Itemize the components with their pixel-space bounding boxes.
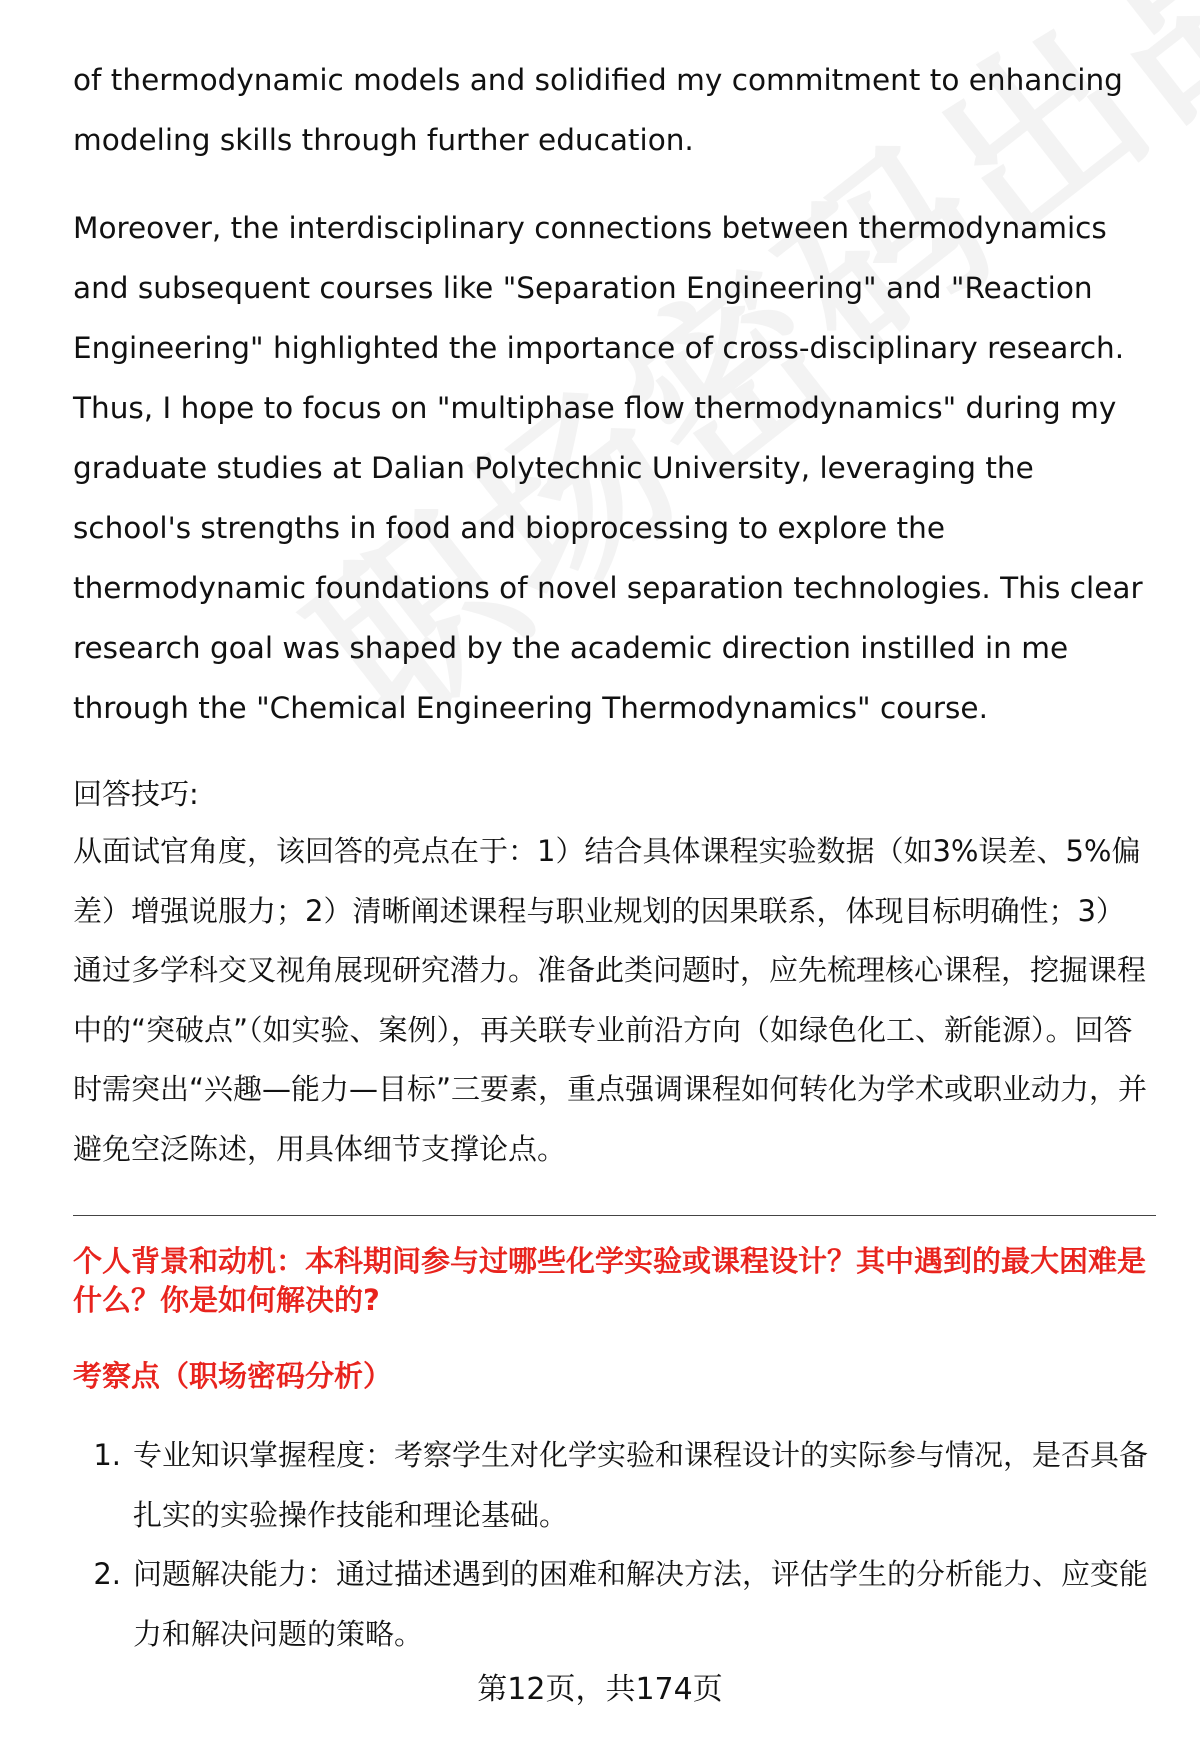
list-item-text: 问题解决能力：通过描述遇到的困难和解决方法，评估学生的分析能力、应变能力和解决问题的策略。 [133,1557,1149,1651]
focus-list [73,1426,1153,1664]
body-paragraph-1: of thermodynamic models and solidified my commitment to enhancing modeling skills through further education. [73,63,1123,157]
section-divider [73,1215,1156,1216]
question-title: 个人背景和动机：本科期间参与过哪些化学实验或课程设计？其中遇到的最大困难是什么？你是如何解决的? [73,1244,1147,1317]
list-item [73,1545,1153,1664]
list-item-number: 1. [93,1438,121,1472]
list-item-number: 2. [93,1557,121,1591]
tips-text: 从面试官角度，该回答的亮点在于：1）结合具体课程实验数据（如3%误差、5%偏差）增强说服力；2）清晰阐述课程与职业规划的因果联系，体现目标明确性；3）通过多学科交叉视角展现研究潜力。准备此类问题时，应先梳理核心课程，挖掘课程中的“突破点”（如实验、案例），再关联专业前沿方向（如绿色化工、新能源）。回答时需突出“兴趣—能力—目标”三要素，重点强调课程如何转化为学术或职业动力，并避免空泛陈述，用具体细节支撑论点。 [73,834,1148,1166]
body-paragraph-2: Moreover, the interdisciplinary connections between thermodynamics and subsequent courses like "Separation Engineering" and "Reaction Engineering" highlighted the importance of cross-disciplinary research. Thus, I hope to focus on "multiphase flow thermodynamics" during my graduate studies at Dalian Polytechnic University, leveraging the school's strengths in food and bioprocessing to explore the thermodynamic foundations of novel separation technologies. This clear research goal was shaped by the academic direction instilled in me through the "Chemical Engineering Thermodynamics" course. [73,211,1143,725]
page-footer: 第12页，共174页 [477,1672,723,1707]
tips-heading: 回答技巧: [73,777,199,811]
focus-heading: 考察点（职场密码分析） [73,1359,393,1393]
list-item-text: 专业知识掌握程度：考察学生对化学实验和课程设计的实际参与情况，是否具备扎实的实验操作技能和理论基础。 [133,1438,1149,1532]
list-item [73,1426,1153,1545]
document-page [73,50,1153,1664]
